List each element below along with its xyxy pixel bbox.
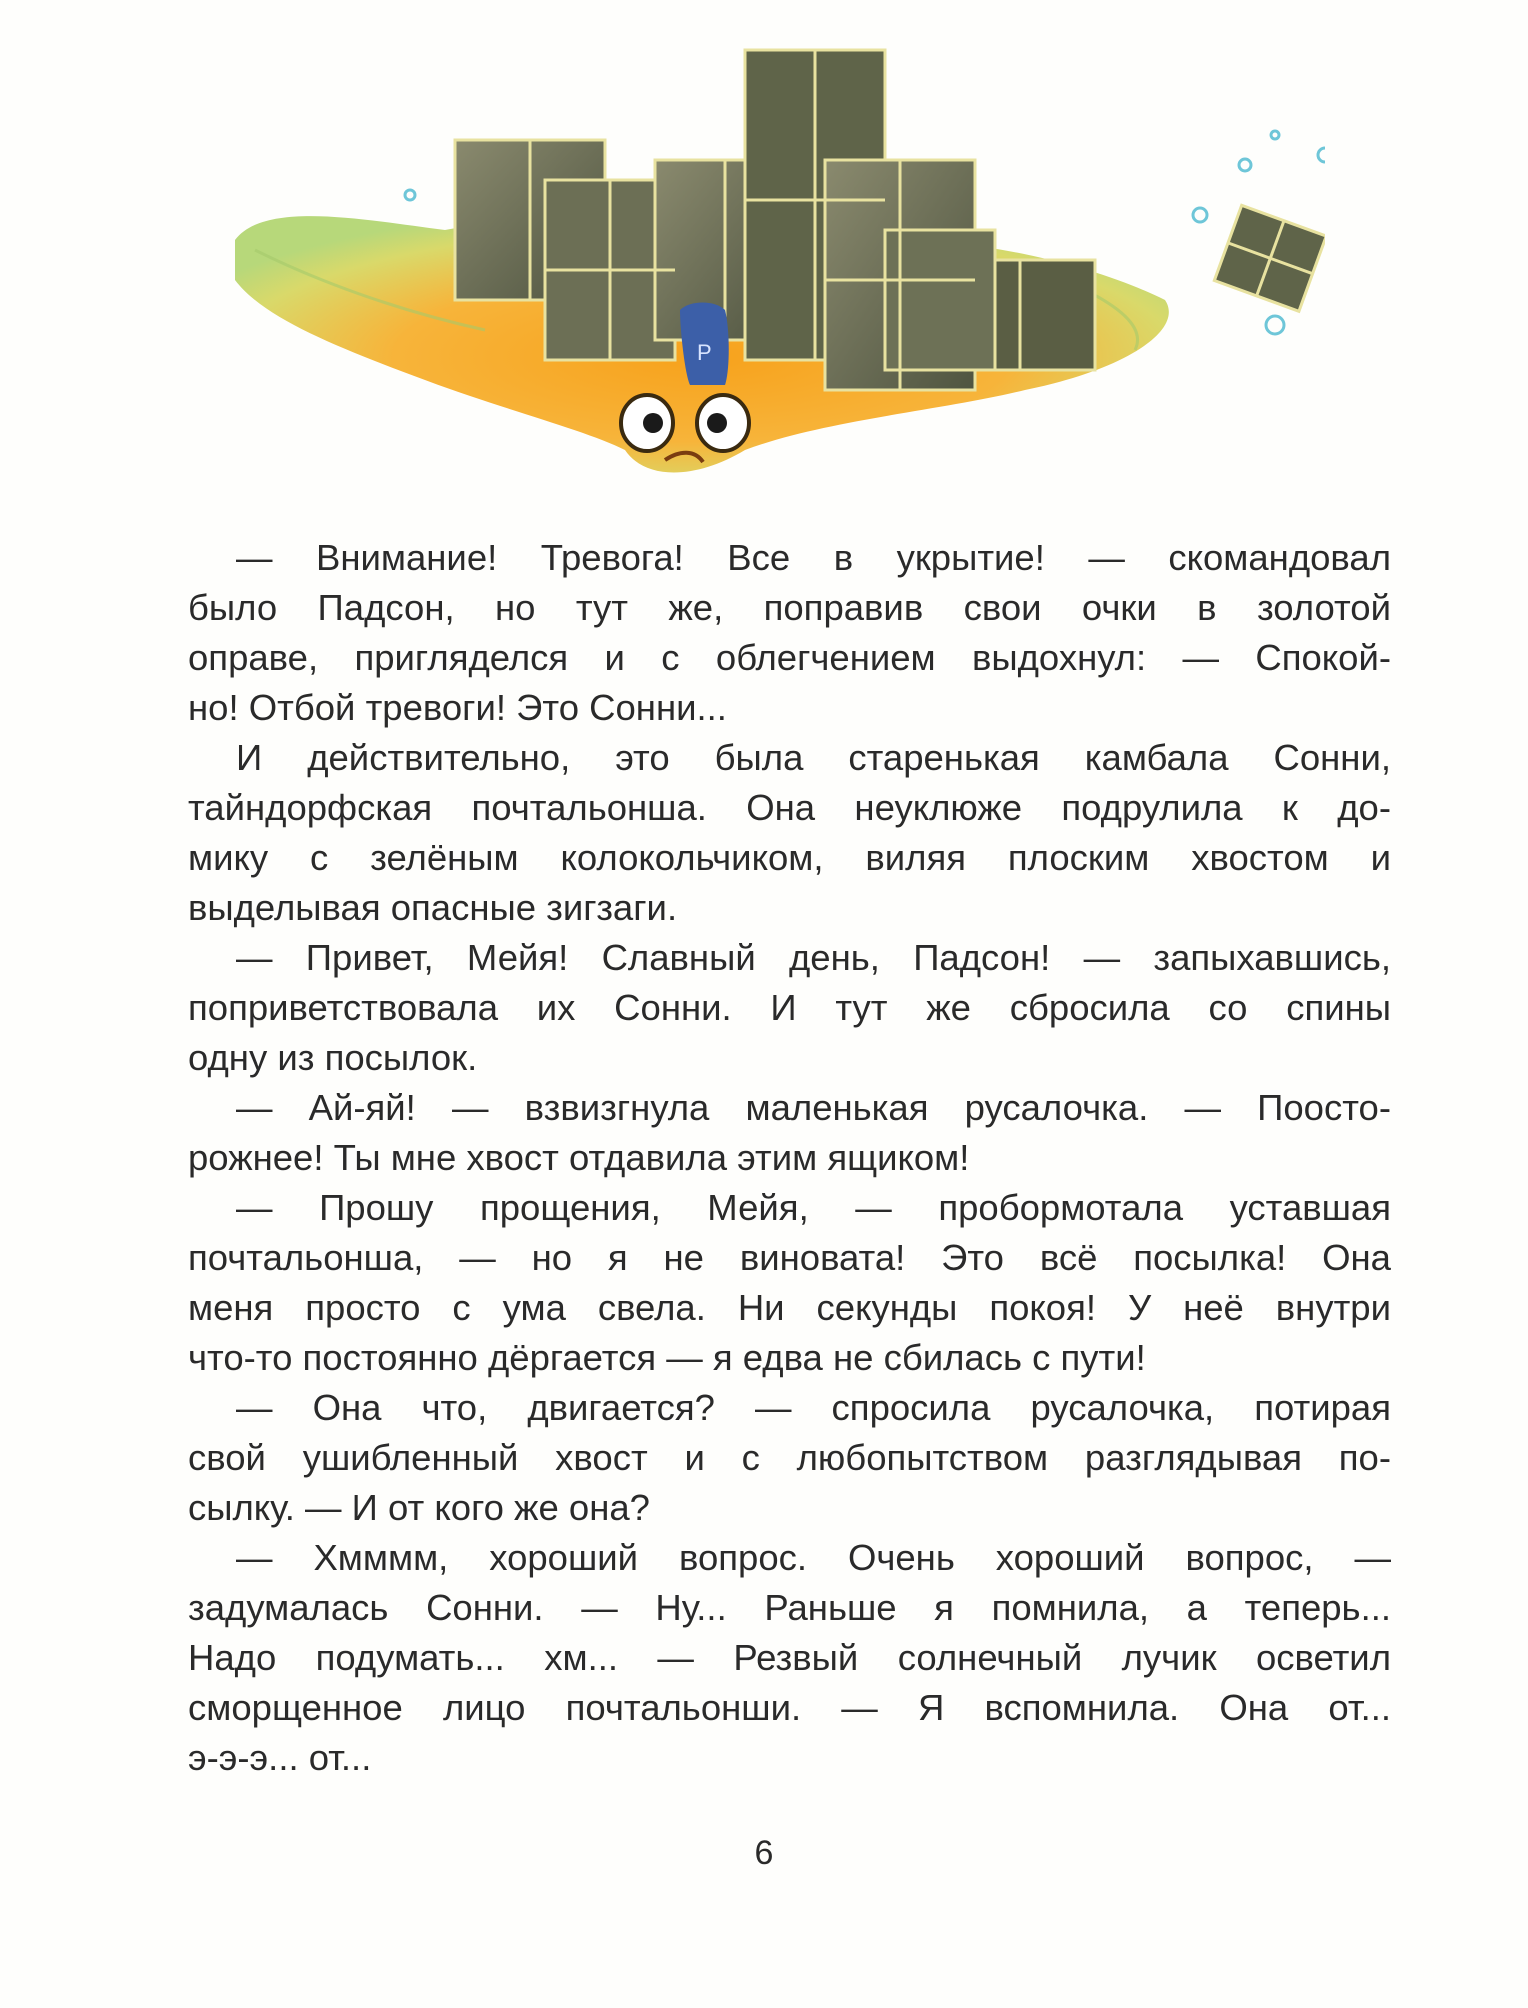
text-line: почтальонша, — но я не виновата! Это всё посылка! Она — [188, 1237, 1391, 1278]
text-line: поприветствовала их Сонни. И тут же сбросила со спины — [188, 987, 1391, 1028]
text-line: задумалась Сонни. — Ну... Раньше я помнила, а теперь... — [188, 1587, 1391, 1628]
text-line: — Внимание! Тревога! Все в укрытие! — скомандовал — [236, 537, 1391, 578]
text-line: э-э-э... от... — [188, 1737, 372, 1778]
text-line: одну из посылок. — [188, 1037, 478, 1078]
flatfish-illustration — [225, 30, 1325, 500]
text-line: Надо подумать... хм... — Резвый солнечный лучик осветил — [188, 1637, 1391, 1678]
text-line: — Ай-яй! — взвизгнула маленькая русалочка. — Поосто- — [236, 1087, 1391, 1128]
text-line: — Прошу прощения, Мейя, — пробормотала уставшая — [236, 1187, 1391, 1228]
text-line: было Падсон, но тут же, поправив свои очки в золотой — [188, 587, 1391, 628]
text-line: но! Отбой тревоги! Это Сонни... — [188, 687, 727, 728]
text-line: сморщенное лицо почтальонши. — Я вспомнила. Она от... — [188, 1687, 1391, 1728]
text-line: И действительно, это была старенькая камбала Сонни, — [236, 737, 1391, 778]
page-number: 6 — [754, 1834, 774, 1872]
text-line: меня просто с ума свела. Ни секунды покоя! У неё внутри — [188, 1287, 1391, 1328]
text-line: что-то постоянно дёргается — я едва не сбилась с пути! — [188, 1337, 1146, 1378]
hat-letter: P — [697, 340, 712, 365]
text-line: — Хмммм, хороший вопрос. Очень хороший вопрос, — — [236, 1537, 1391, 1578]
text-line: выделывая опасные зигзаги. — [188, 887, 678, 928]
text-line: мику с зелёным колокольчиком, виляя плоским хвостом и — [188, 837, 1391, 878]
text-line: тайндорфская почтальонша. Она неуклюже подрулила к до- — [188, 787, 1391, 828]
text-line: — Привет, Мейя! Славный день, Падсон! — запыхавшись, — [236, 937, 1391, 978]
text-line: рожнее! Ты мне хвост отдавила этим ящиком! — [188, 1137, 970, 1178]
text-line: сылку. — И от кого же она? — [188, 1487, 650, 1528]
text-line: свой ушибленный хвост и с любопытством разглядывая по- — [188, 1437, 1391, 1478]
text-line: оправе, пригляделся и с облегчением выдохнул: — Спокой- — [188, 637, 1391, 678]
text-line: — Она что, двигается? — спросила русалочка, потирая — [236, 1387, 1391, 1428]
story-text — [188, 533, 1391, 1783]
